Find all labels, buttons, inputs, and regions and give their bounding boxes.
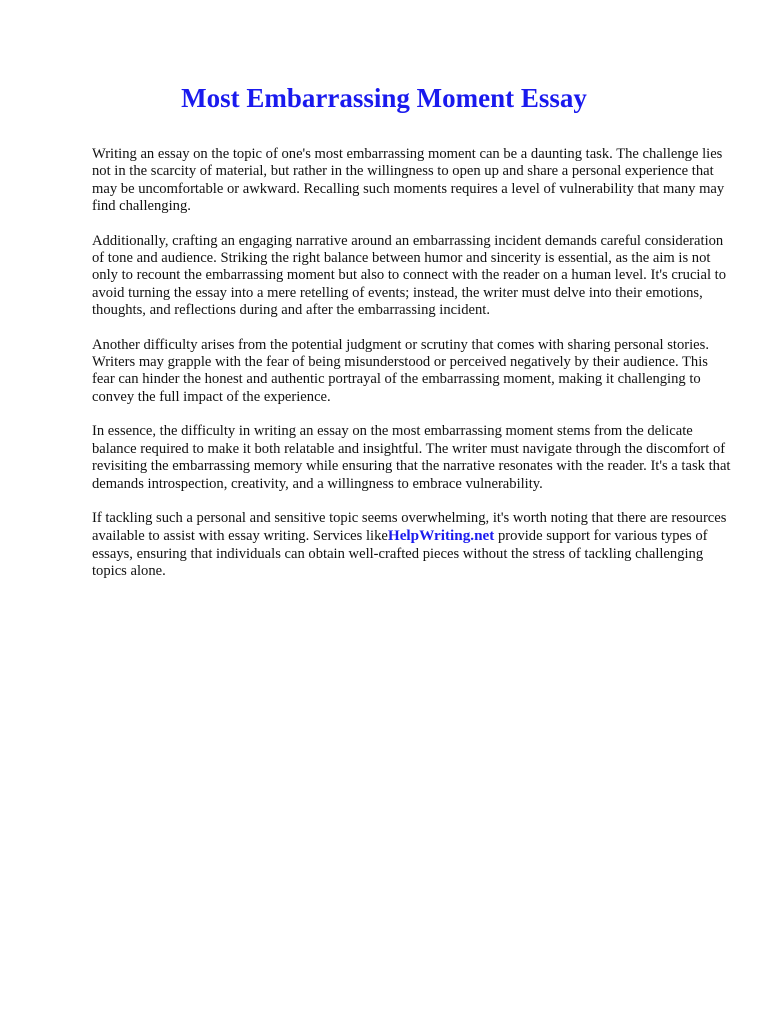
paragraph-1: Writing an essay on the topic of one's most embarrassing moment can be a daunting task. The challenge lies not in the scarcity of material, but rather in the willingness to open up and share a personal experience that may be uncomfortable or awkward. Recalling such moments requires a level of vulnerability that many may find challenging.	[92, 146, 725, 215]
paragraph-2: Additionally, crafting an engaging narrative around an embarrassing incident demands careful consideration of tone and audience. Striking the right balance between humor and sincerity is essential, as the aim is not only to recount the embarrassing moment but also to connect with the reader on a human level. It's crucial to avoid turning the essay into a mere retelling of events; instead, the writer must delve into their emotions, thoughts, and reflections during and after the embarrassing incident.	[92, 232, 727, 319]
paragraph-5-before-link: If tackling such a personal and sensitive topic seems overwhelming, it's worth noting that there are resources available to assist with essay writing. Services like	[92, 509, 727, 545]
essay-body	[92, 146, 732, 598]
paragraph-5	[92, 510, 732, 581]
page-title: Most Embarrassing Moment Essay	[181, 83, 587, 113]
paragraph-3: Another difficulty arises from the potential judgment or scrutiny that comes with sharing personal stories. Writers may grapple with the fear of being misunderstood or perceived negatively by their audience. This fear can hinder the honest and authentic portrayal of the embarrassing moment, making it challenging to convey the full impact of the experience.	[92, 336, 709, 405]
paragraph-4: In essence, the difficulty in writing an essay on the most embarrassing moment stems from the delicate balance required to make it both relatable and insightful. The writer must navigate through the discomfort of revisiting the embarrassing memory while ensuring that the narrative resonates with the reader. It's a task that demands introspection, creativity, and a willingness to embrace vulnerability.	[92, 423, 731, 492]
helpwriting-link[interactable]: HelpWriting.net	[387, 527, 495, 545]
paragraph-5-after-link: provide support for various types of essays, ensuring that individuals can obtain well-crafted pieces without the stress of tackling challenging topics alone.	[92, 528, 708, 580]
